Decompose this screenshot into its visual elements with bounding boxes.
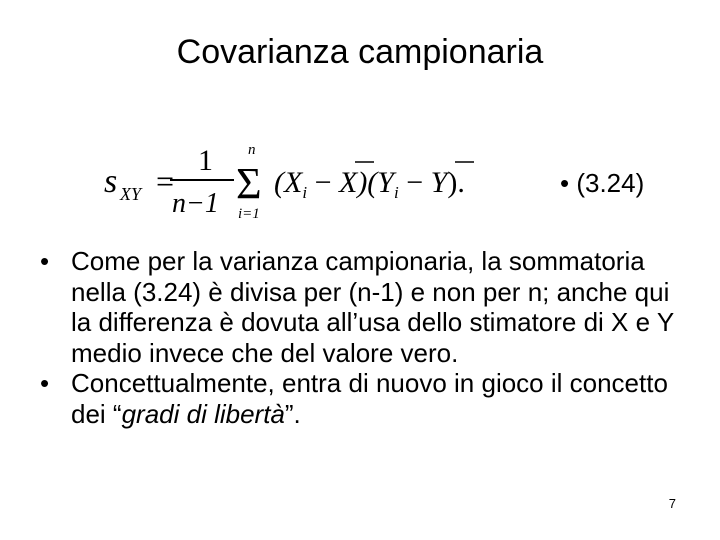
bullet-item [40,246,690,368]
formula-lhs-subscript: XY [120,184,142,204]
formula-sum-lower: i=1 [238,206,260,222]
covariance-formula [98,138,518,226]
page-number: 7 [668,496,676,511]
equation-reference-bullet: • [560,168,570,198]
formula-sum-upper: n [248,142,256,158]
formula-summand: $(X_i - X)(Y_i - Y)$. [274,166,465,202]
formula-denominator: n−1 [172,188,219,219]
bullet-marker: • [40,246,50,276]
bullet-text-before: Concettualmente, entra di nuovo in gioco il concetto dei “ [71,368,668,429]
bullet-text: Come per la varianza campionaria, la sommatoria nella (3.24) è divisa per (n-1) e non per n; anche qui la differenza è dovuta all’usa dello stimatore di X e Y medio invece che del valore vero. [71,246,674,368]
bullet-item [40,368,690,429]
slide-title: Covarianza campionaria [176,33,544,71]
bullet-marker: • [40,368,50,398]
equation-reference [560,166,644,200]
bullet-text-italic: gradi di libertà [121,398,285,429]
formula-lhs: s [104,163,118,200]
bullet-list [40,246,690,429]
bullet-text-after: ”. [284,398,301,429]
formula-sum-symbol: Σ [236,159,262,208]
equation-reference-label: (3.24) [576,168,645,198]
formula-equals: = [156,163,175,199]
formula-numerator: 1 [198,144,213,177]
